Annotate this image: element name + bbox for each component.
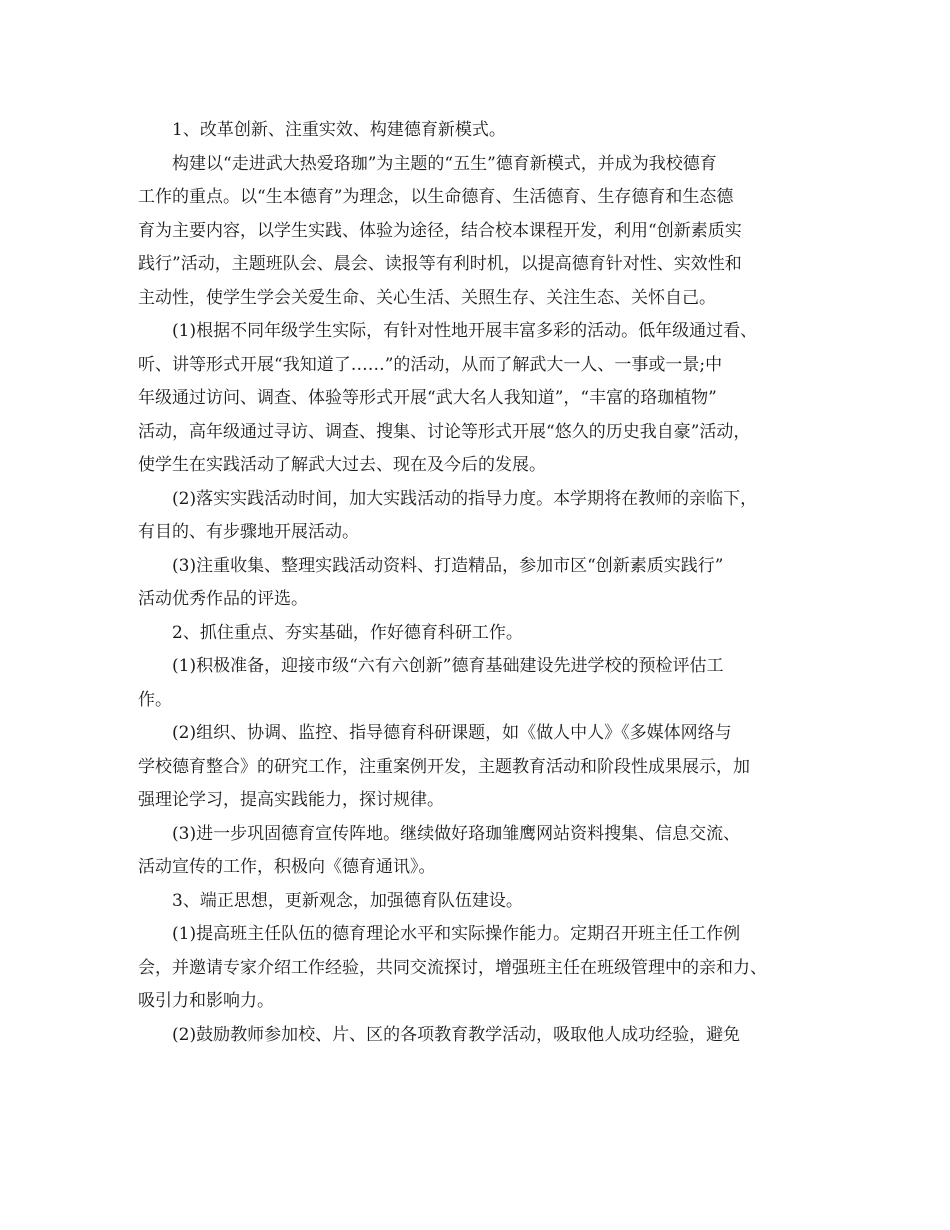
heading-3: 3、端正思想，更新观念，加强德育队伍建设。 xyxy=(172,890,523,911)
list-item: (2)落实实践活动时间，加大实践活动的指导力度。本学期将在教师的亲临下， 有目的、有步骤地开展活动。 xyxy=(138,488,758,542)
heading-1: 1、改革创新、注重实效、构建德育新模式。 xyxy=(172,120,506,140)
list-item: (3)注重收集、整理实践活动资料、打造精品，参加市区“创新素质实践行” 活动优秀作品的评选。 xyxy=(138,555,724,609)
list-item: (3)进一步巩固德育宣传阵地。继续做好珞珈雏鹰网站资料搜集、信息交流、 活动宣传的工作，积极向《德育通讯》。 xyxy=(138,823,741,877)
list-item: (2)鼓励教师参加校、片、区的各项教育教学活动，吸取他人成功经验，避免 xyxy=(172,1024,741,1045)
document-body xyxy=(138,114,828,1052)
list-item: (2)组织、协调、监控、指导德育科研课题，如《做人中人》《多媒体网络与 学校德育整合》的研究工作，注重案例开发，主题教育活动和阶段性成果展示，加 强理论学习，提高实践能力，探讨规律。 xyxy=(138,723,750,810)
list-item: (1)积极准备，迎接市级“六有六创新”德育基础建设先进学校的预检评估工 作。 xyxy=(138,656,724,710)
list-item: (1)根据不同年级学生实际，有针对性地开展丰富多彩的活动。低年级通过看、 听、讲等形式开展“我知道了……”的活动，从而了解武大一人、一事或一景;中 年级通过访问、调查、体验等形式开展“武大名人我知道”，“丰富的珞珈植物” 活动，高年级通过寻访、调查、搜集、讨论等形式开展“悠久的历史我自豪”活动， 使学生在实践活动了解武大过去、现在及今后的发展。 xyxy=(138,321,758,475)
list-item: (1)提高班主任队伍的德育理论水平和实际操作能力。定期召开班主任工作例 会，并邀请专家介绍工作经验，共同交流探讨，增强班主任在班级管理中的亲和力、 吸引力和影响力。 xyxy=(138,924,767,1011)
heading-2: 2、抓住重点、夯实基础，作好德育科研工作。 xyxy=(172,622,523,643)
paragraph: 构建以“走进武大热爱珞珈”为主题的“五生”德育新模式，并成为我校德育 工作的重点。以“生本德育”为理念，以生命德育、生活德育、生存德育和生态德 育为主要内容，以学生实践、体验为途径，结合校本课程开发，利用“创新素质实 践行”活动，主题班队会、晨会、读报等有利时机，以提高德育针对性、实效性和 主动性，使学生学会关爱生命、关心生活、关照生存、关注生态、关怀自己。 xyxy=(138,153,742,308)
